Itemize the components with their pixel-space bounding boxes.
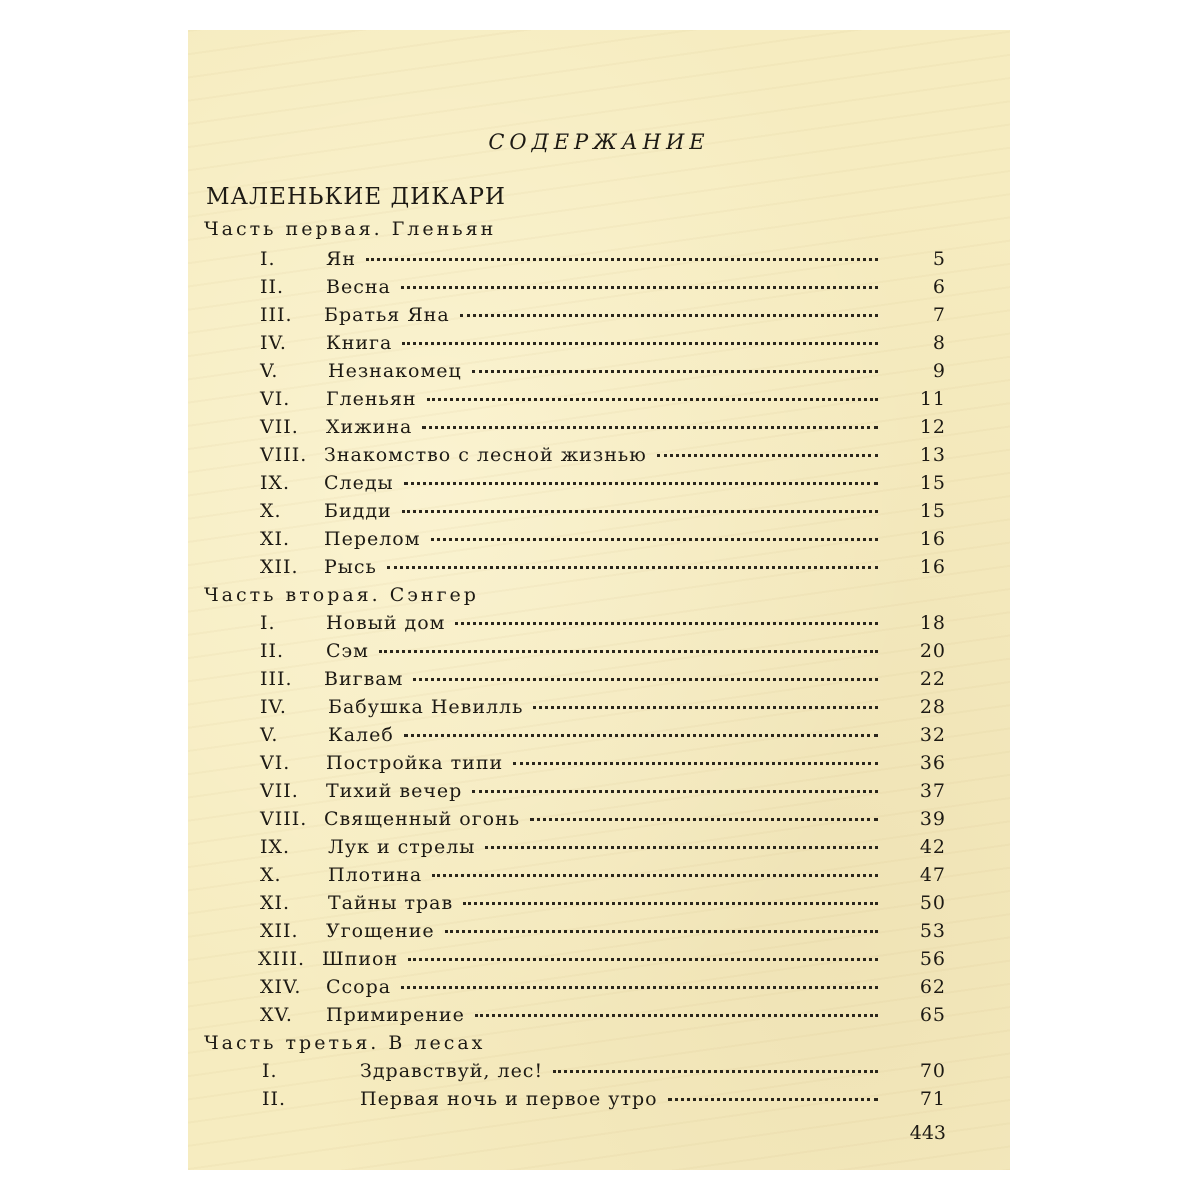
chapter-title: Хижина — [326, 416, 413, 438]
chapter-title: Здравствуй, лес! — [360, 1060, 544, 1082]
chapter-title: Знакомство с лесной жизнью — [324, 444, 647, 466]
leader-dots — [472, 790, 878, 793]
chapter-entry — [324, 808, 878, 830]
chapter-title: Новый дом — [326, 612, 446, 634]
toc-row — [188, 444, 1010, 472]
chapter-number: X. — [260, 500, 282, 522]
chapter-number: I. — [260, 248, 276, 270]
chapter-entry — [360, 1088, 878, 1110]
chapter-title: Следы — [324, 472, 394, 494]
leader-dots — [379, 650, 878, 653]
chapter-title: Тихий вечер — [326, 780, 463, 802]
chapter-entry — [326, 640, 878, 662]
chapter-title: Примирение — [326, 1004, 465, 1026]
chapter-title: Бабушка Невилль — [328, 696, 524, 718]
leader-dots — [432, 874, 878, 877]
toc-row — [188, 248, 1010, 276]
chapter-number: XI. — [260, 528, 291, 550]
toc-row — [188, 472, 1010, 500]
page-heading: СОДЕРЖАНИЕ — [488, 130, 710, 154]
page-number: 28 — [919, 696, 946, 718]
chapter-number: II. — [260, 640, 285, 662]
toc-row — [188, 1004, 1010, 1032]
page-number: 11 — [919, 388, 946, 410]
chapter-entry — [324, 668, 878, 690]
chapter-entry — [328, 864, 878, 886]
chapter-number: III. — [260, 304, 293, 326]
leader-dots — [460, 314, 878, 317]
chapter-title: Тайны трав — [328, 892, 454, 914]
part-title: Часть третья. В лесах — [204, 1032, 486, 1054]
leader-dots — [445, 930, 878, 933]
chapter-number: V. — [260, 724, 279, 746]
chapter-number: IV. — [260, 696, 287, 718]
chapter-title: Весна — [326, 276, 391, 298]
leader-dots — [530, 818, 878, 821]
toc-row — [188, 724, 1010, 752]
page-number: 70 — [919, 1060, 946, 1082]
toc-row — [188, 948, 1010, 976]
page-number: 13 — [919, 444, 946, 466]
leader-dots — [553, 1070, 878, 1073]
toc-row — [188, 416, 1010, 444]
page-number: 39 — [919, 808, 946, 830]
chapter-number: VI. — [260, 388, 291, 410]
chapter-title: Постройка типи — [326, 752, 504, 774]
chapter-number: VIII. — [260, 444, 308, 466]
chapter-number: VII. — [260, 416, 299, 438]
chapter-number: I. — [262, 1060, 278, 1082]
book-title: МАЛЕНЬКИЕ ДИКАРИ — [206, 184, 506, 210]
page-number: 32 — [919, 724, 946, 746]
leader-dots — [657, 454, 878, 457]
toc-row — [188, 752, 1010, 780]
page-number: 9 — [932, 360, 946, 382]
chapter-title: Калеб — [328, 724, 394, 746]
leader-dots — [404, 482, 878, 485]
page-number: 22 — [919, 668, 946, 690]
page-number: 50 — [919, 892, 946, 914]
chapter-entry — [326, 388, 878, 410]
leader-dots — [427, 398, 878, 401]
chapter-entry — [326, 416, 878, 438]
leader-dots — [533, 706, 878, 709]
chapter-entry — [324, 500, 878, 522]
chapter-number: XIII. — [258, 948, 306, 970]
toc-row — [188, 836, 1010, 864]
chapter-number: VIII. — [260, 808, 308, 830]
chapter-entry — [326, 612, 878, 634]
chapter-title: Шпион — [322, 948, 399, 970]
chapter-number: VI. — [260, 752, 291, 774]
leader-dots — [387, 566, 878, 569]
chapter-number: V. — [260, 360, 279, 382]
page-number: 71 — [919, 1088, 946, 1110]
toc-row — [188, 808, 1010, 836]
chapter-entry — [360, 1060, 878, 1082]
chapter-entry — [326, 1004, 878, 1026]
chapter-number: X. — [260, 864, 282, 886]
chapter-title: Первая ночь и первое утро — [360, 1088, 658, 1110]
chapter-entry — [326, 752, 878, 774]
chapter-entry — [322, 948, 878, 970]
leader-dots — [402, 510, 878, 513]
toc-row — [188, 864, 1010, 892]
leader-dots — [475, 1014, 878, 1017]
chapter-entry — [328, 836, 878, 858]
leader-dots — [402, 342, 878, 345]
chapter-number: XII. — [260, 920, 299, 942]
chapter-entry — [324, 556, 878, 578]
toc-row — [188, 612, 1010, 640]
chapter-title: Священный огонь — [324, 808, 521, 830]
page-number: 15 — [919, 472, 946, 494]
chapter-entry — [324, 304, 878, 326]
chapter-title: Братья Яна — [324, 304, 450, 326]
chapter-entry — [324, 444, 878, 466]
part-title: Часть первая. Гленьян — [204, 218, 497, 240]
chapter-number: XII. — [260, 556, 299, 578]
toc-row — [188, 276, 1010, 304]
page-number: 5 — [932, 248, 946, 270]
page-number: 42 — [919, 836, 946, 858]
chapter-entry — [324, 528, 878, 550]
chapter-entry — [326, 248, 878, 270]
leader-dots — [401, 286, 878, 289]
leader-dots — [366, 258, 878, 261]
chapter-title: Гленьян — [326, 388, 417, 410]
toc-row — [188, 892, 1010, 920]
page-number: 16 — [919, 556, 946, 578]
toc-row — [188, 696, 1010, 724]
leader-dots — [485, 846, 878, 849]
chapter-entry — [324, 472, 878, 494]
page-number: 56 — [919, 948, 946, 970]
chapter-title: Ян — [326, 248, 357, 270]
toc-row — [188, 556, 1010, 584]
leader-dots — [413, 678, 878, 681]
chapter-number: III. — [260, 668, 293, 690]
toc-row — [188, 668, 1010, 696]
chapter-title: Перелом — [324, 528, 421, 550]
page-number: 16 — [919, 528, 946, 550]
chapter-entry — [328, 724, 878, 746]
leader-dots — [422, 426, 878, 429]
page-number: 12 — [919, 416, 946, 438]
chapter-entry — [326, 976, 878, 998]
page-number: 18 — [919, 612, 946, 634]
chapter-number: XIV. — [260, 976, 302, 998]
page-number: 37 — [919, 780, 946, 802]
chapter-entry — [326, 276, 878, 298]
toc-row — [188, 332, 1010, 360]
chapter-title: Сэм — [326, 640, 369, 662]
part-title: Часть вторая. Сэнгер — [204, 584, 479, 606]
page-number: 36 — [919, 752, 946, 774]
chapter-number: II. — [262, 1088, 287, 1110]
toc-row — [188, 780, 1010, 808]
chapter-number: XI. — [260, 892, 291, 914]
toc-row — [188, 528, 1010, 556]
toc-row — [188, 1088, 1010, 1116]
chapter-number: XV. — [260, 1004, 293, 1026]
page-number: 6 — [932, 276, 946, 298]
chapter-entry — [328, 696, 878, 718]
chapter-entry — [328, 892, 878, 914]
chapter-title: Ссора — [326, 976, 392, 998]
chapter-entry — [326, 780, 878, 802]
toc-row — [188, 500, 1010, 528]
chapter-entry — [326, 332, 878, 354]
leader-dots — [404, 734, 878, 737]
leader-dots — [472, 370, 878, 373]
page-number: 7 — [932, 304, 946, 326]
chapter-title: Рысь — [324, 556, 377, 578]
chapter-title: Незнакомец — [328, 360, 462, 382]
chapter-entry — [328, 360, 878, 382]
book-page — [188, 30, 1010, 1170]
leader-dots — [455, 622, 878, 625]
leader-dots — [408, 958, 878, 961]
folio-page-number: 443 — [909, 1122, 946, 1144]
leader-dots — [668, 1098, 878, 1101]
page-number: 65 — [919, 1004, 946, 1026]
toc-row — [188, 304, 1010, 332]
page-number: 15 — [919, 500, 946, 522]
chapter-title: Лук и стрелы — [328, 836, 476, 858]
toc-row — [188, 388, 1010, 416]
chapter-number: II. — [260, 276, 285, 298]
toc-row — [188, 976, 1010, 1004]
chapter-entry — [326, 920, 878, 942]
chapter-title: Плотина — [328, 864, 423, 886]
chapter-title: Книга — [326, 332, 393, 354]
toc-row — [188, 360, 1010, 388]
leader-dots — [463, 902, 878, 905]
chapter-number: IX. — [260, 836, 291, 858]
page-number: 53 — [919, 920, 946, 942]
leader-dots — [431, 538, 878, 541]
chapter-number: IV. — [260, 332, 287, 354]
page-number: 47 — [919, 864, 946, 886]
leader-dots — [513, 762, 878, 765]
page-number: 8 — [932, 332, 946, 354]
toc-row — [188, 920, 1010, 948]
toc-row — [188, 1060, 1010, 1088]
page-number: 20 — [919, 640, 946, 662]
toc-row — [188, 640, 1010, 668]
leader-dots — [401, 986, 878, 989]
chapter-number: VII. — [260, 780, 299, 802]
page-number: 62 — [919, 976, 946, 998]
chapter-title: Угощение — [326, 920, 435, 942]
chapter-title: Бидди — [324, 500, 392, 522]
chapter-title: Вигвам — [324, 668, 404, 690]
chapter-number: IX. — [260, 472, 291, 494]
chapter-number: I. — [260, 612, 276, 634]
